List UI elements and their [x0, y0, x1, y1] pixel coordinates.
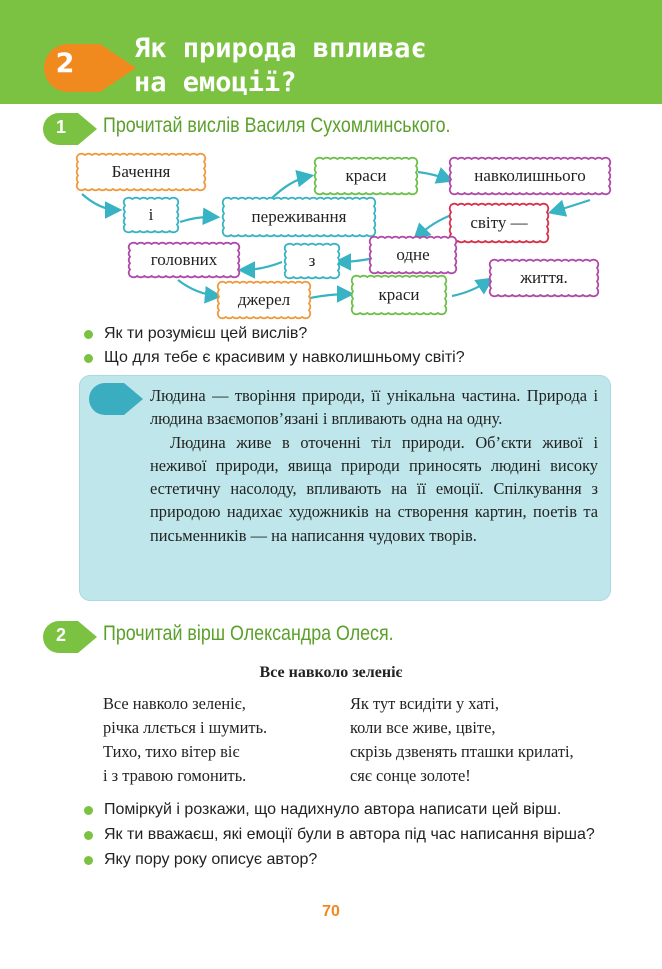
poem-line: Тихо, тихо вітер віє	[103, 742, 240, 761]
quote-word: з	[308, 251, 316, 270]
quote-word: навколишнього	[474, 166, 586, 185]
task1-title: Прочитай вислів Василя Сухомлинського.	[103, 114, 451, 137]
quote-word: краси	[378, 285, 420, 304]
quote-word: джерел	[237, 290, 291, 309]
task2-questions	[80, 800, 630, 870]
quote-word: світу —	[470, 213, 528, 232]
list-item: Як ти розумієш цей вислів?	[80, 324, 630, 344]
info-text	[150, 384, 598, 547]
poem-line: річка ллється і шумить.	[103, 718, 268, 737]
quote-word: Бачення	[111, 162, 171, 181]
quote-word: одне	[396, 245, 430, 264]
poem-line: скрізь дзвенять пташки крилаті,	[350, 742, 574, 761]
task1-questions	[80, 324, 630, 368]
poem-stanza-left	[103, 692, 267, 788]
poem-line: і з травою гомонить.	[103, 766, 247, 785]
lesson-title-line-2: на емоції?	[134, 67, 297, 98]
quote-word: життя.	[520, 268, 568, 287]
lesson-title-line-1: Як природа впливає	[134, 33, 427, 64]
task2-number: 2	[55, 625, 66, 645]
list-item: Що для тебе є красивим у навколишньому світі?	[80, 348, 630, 368]
task2-title: Прочитай вірш Олександра Олеся.	[103, 622, 394, 645]
page-number: 70	[322, 903, 340, 920]
list-item: Яку пору року описує автор?	[80, 850, 630, 870]
lesson-number: 2	[55, 48, 75, 79]
poem-line: Як тут всидіти у хаті,	[350, 694, 499, 713]
poem-line: коли все живе, цвіте,	[350, 718, 496, 737]
poem-line: сяє сонце золоте!	[350, 766, 471, 785]
info-marker-icon	[88, 382, 144, 416]
poem-line: Все навколо зеленіє,	[103, 694, 246, 713]
quote-word: головних	[150, 250, 218, 269]
list-item: Поміркуй і розкажи, що надихнуло автора написати цей вірш.	[80, 800, 630, 820]
quote-word: і	[148, 205, 154, 224]
quote-word: переживання	[251, 207, 347, 226]
info-paragraph-2: Людина живе в оточенні тіл природи. Об’єкти живої і неживої природи, явища природи приносять людині високу естетичну насолоду, впливають на її емоції. Спілкування з природою надихає художників на створення картин, поетів та письменників — на написання чудових творів.	[150, 432, 598, 545]
quote-word: краси	[345, 166, 387, 185]
info-paragraph-1: Людина — творіння природи, її унікальна частина. Природа і людина взаємопов’язані і впливають одна на одну.	[150, 386, 598, 429]
poem-stanza-right	[350, 692, 574, 788]
task1-number: 1	[55, 117, 66, 137]
poem-title: Все навколо зеленіє	[259, 664, 403, 681]
list-item: Як ти вважаєш, які емоції були в автора під час написання вірша?	[80, 825, 630, 845]
